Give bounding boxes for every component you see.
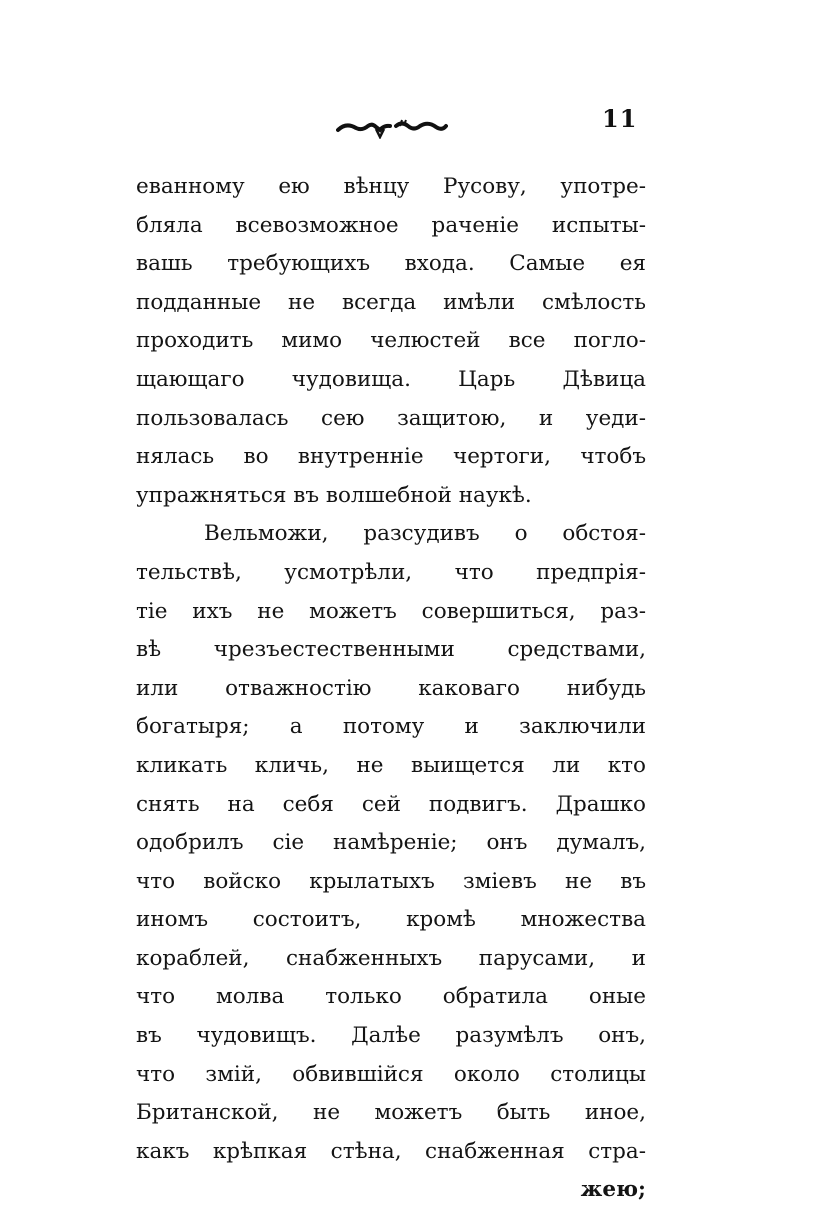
text-line: бляла всевозможное раченіе испыты- [136,212,646,238]
printers-ornament-icon [336,117,448,139]
page-number: 11 [602,104,638,133]
text-line: снять на себя сей подвигъ. Драшко [136,791,646,817]
text-line: какъ крѣпкая стѣна, снабженная стра- [136,1138,646,1164]
text-line: нялась во внутренніе чертоги, чтобъ [136,444,646,470]
text-line: что войско крылатыхъ зміевъ не въ [136,868,646,894]
text-line: подданные не всегда имѣли смѣлость [136,289,646,315]
text-line: упражняться въ волшебной наукѣ. [136,482,532,508]
text-line: пользовалась сею защитою, и уеди- [136,405,646,431]
text-line: иномъ состоитъ, кромѣ множества [136,907,646,933]
text-line: Вельможи, разсудивъ о обстоя- [204,521,646,547]
text-line: Британской, не можетъ быть иное, [136,1100,646,1126]
text-line: богатыря; а потому и заключили [136,714,646,740]
text-line: кораблей, снабженныхъ парусами, и [136,945,646,971]
text-line: проходить мимо челюстей все погло- [136,328,646,354]
text-line: тіе ихъ не можетъ совершиться, раз- [136,598,646,624]
text-line: вашь требующихъ входа. Самые ея [136,251,646,277]
text-line: щающаго чудовища. Царь Дѣвица [136,366,646,392]
text-line: одобрилъ сіе намѣреніе; онъ думалъ, [136,830,646,856]
text-line: что змій, обвившійся около столицы [136,1061,646,1087]
text-line: вѣ чрезъестественными средствами, [136,637,646,663]
text-line: еванному ею вѣнцу Русову, употре- [136,174,646,199]
text-line: что молва только обратила оные [136,984,646,1010]
text-line: тельствѣ, усмотрѣли, что предпрія- [136,559,646,585]
text-line: или отважностію каковаго нибудь [136,675,646,701]
text-line: въ чудовищъ. Далѣе разумѣлъ онъ, [136,1023,646,1049]
catchword: жею; [580,1177,646,1203]
paragraph-2 [136,515,646,1171]
paragraph-1 [136,168,646,515]
body-text [136,168,646,1210]
text-line: кликать кличь, не выищется ли кто [136,752,646,778]
